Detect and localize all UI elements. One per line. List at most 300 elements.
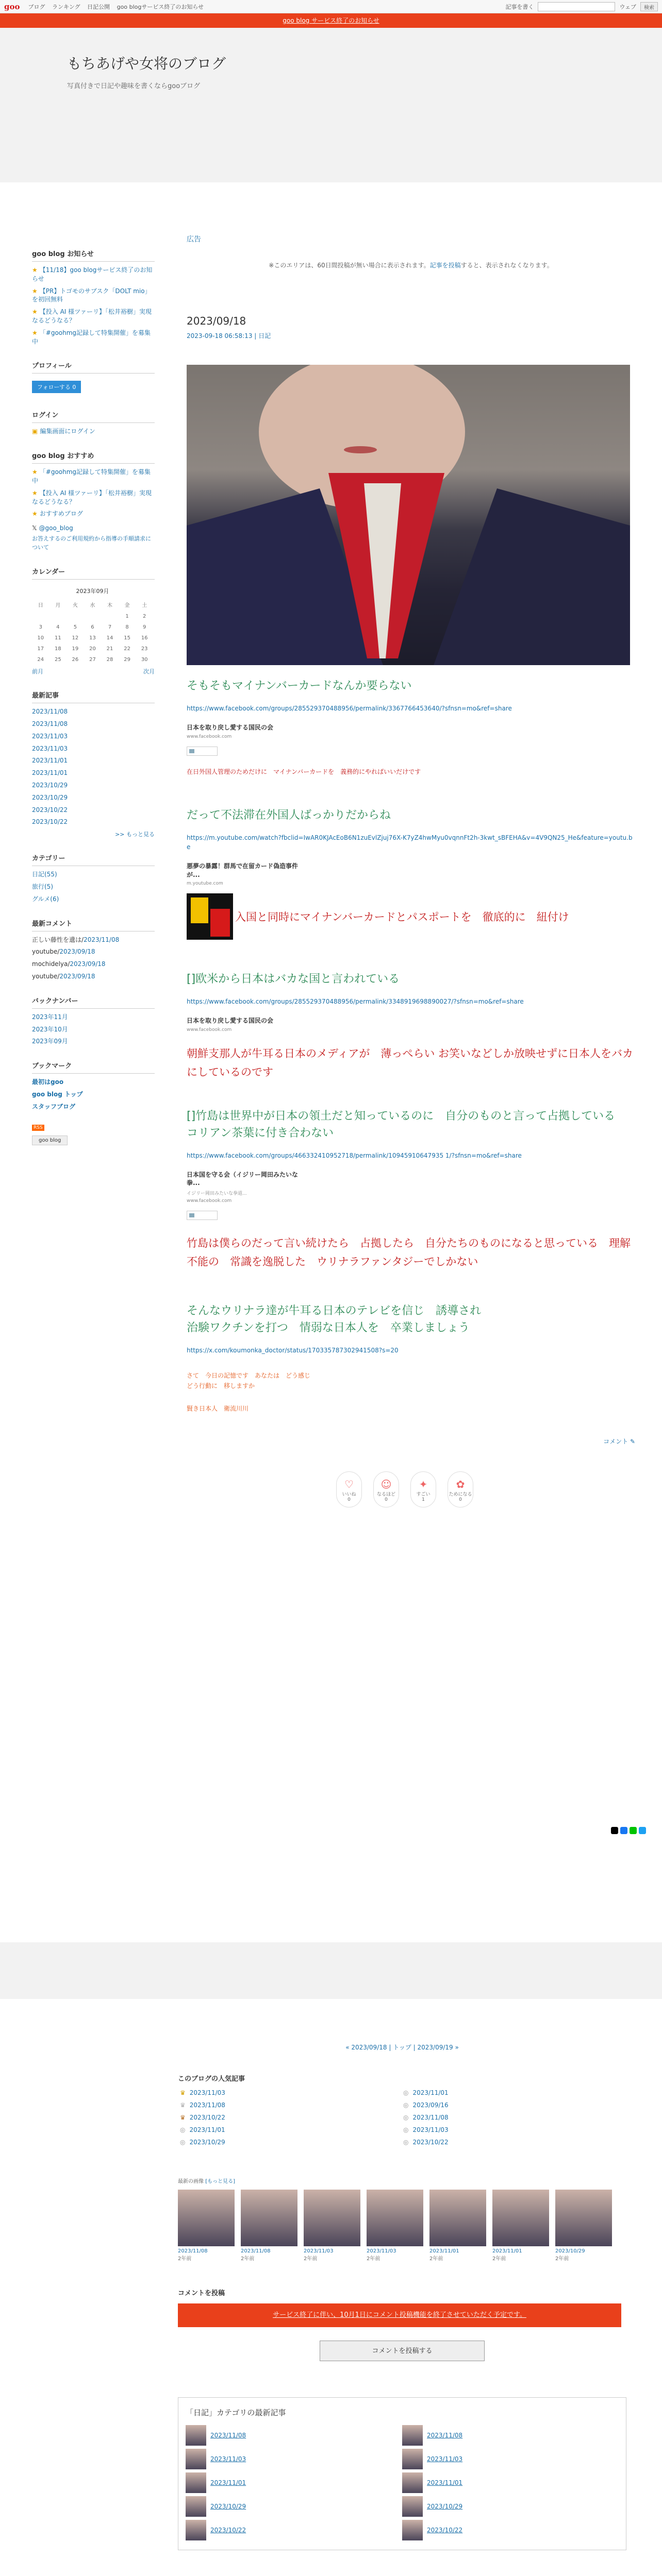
reaction-count: 1: [422, 1497, 425, 1502]
login-link[interactable]: 編集画面にログイン: [40, 428, 95, 435]
recent-link[interactable]: 2023/11/03: [32, 744, 68, 752]
flower-icon: ✿: [456, 1478, 465, 1490]
photos-more-link[interactable]: [もっと見る]: [205, 2179, 235, 2184]
comment-form-heading: コメントを投稿: [178, 2290, 225, 2297]
star-icon: ★: [32, 308, 38, 316]
medal-icon: ◎: [180, 2139, 186, 2146]
x-link[interactable]: https://x.com/koumonka_doctor/status/170335787302941508?s=20: [187, 1346, 399, 1354]
card-title: 日本国を守る会（イジリー岡田みたいな拳...: [187, 1171, 299, 1187]
search-input[interactable]: [538, 2, 615, 11]
post-comment-button[interactable]: コメントを投稿する: [320, 2341, 485, 2361]
red-text: 在日外国人管理のためだけに マイナンバーカードを 義務的にやればいいだけです: [187, 768, 421, 775]
category-latest-heading: 「日記」カテゴリの最新記事: [186, 2408, 286, 2417]
link-card[interactable]: [187, 723, 310, 739]
cal-head: 木: [107, 603, 113, 609]
cal-day: 6: [91, 624, 94, 631]
photo-image: [304, 2190, 360, 2246]
category-item-link[interactable]: 2023/11/08: [427, 2432, 463, 2439]
popular-list: [178, 2089, 626, 2146]
image-placeholder-icon[interactable]: [187, 747, 218, 756]
news-list: [32, 266, 155, 346]
top-right: [505, 2, 658, 11]
cal-day: 5: [73, 624, 77, 631]
category-item[interactable]: [186, 2520, 402, 2540]
orange-line: どう行動に 移しますか: [187, 1382, 255, 1389]
category-thumb: [186, 2496, 206, 2517]
goo-blog-account[interactable]: @goo_blog: [39, 524, 73, 532]
ad-label: 広告: [187, 235, 201, 244]
star-icon: ★: [32, 266, 38, 274]
backnumber-heading: バックナンバー: [32, 995, 155, 1009]
profile-heading: プロフィール: [32, 360, 155, 374]
medal-icon: ◎: [403, 2126, 409, 2133]
cal-day: 27: [89, 657, 96, 663]
star-icon: ★: [32, 468, 38, 476]
category-thumb: [402, 2520, 423, 2540]
recommend-heading: goo blog おすすめ: [32, 450, 155, 464]
category-link[interactable]: 旅行(5): [32, 883, 53, 890]
category-thumb: [402, 2449, 423, 2469]
photo-age: 2年前: [367, 2256, 380, 2262]
card-source: www.facebook.com: [187, 1027, 232, 1033]
ad-note-text: すると、表示されなくなります。: [460, 262, 553, 269]
service-notice-bar: [0, 13, 662, 28]
comment-closed-notice[interactable]: サービス終了に伴い、10月1日にコメント投稿機能を終了させていただく予定です。: [178, 2303, 621, 2327]
cal-day: 10: [37, 635, 44, 641]
category-item-link[interactable]: 2023/11/01: [427, 2479, 463, 2486]
reaction-label: いいね: [342, 1492, 356, 1497]
comment-author: mochidelya: [32, 960, 68, 968]
popular-item: ♛ 2023/10/22: [180, 2114, 225, 2121]
photo-strip: [178, 2190, 626, 2262]
bookmark-link[interactable]: goo blog トップ: [32, 1090, 83, 1098]
popular-item: ◎ 2023/11/01: [180, 2126, 225, 2133]
medal-icon: ◎: [180, 2126, 186, 2133]
reaction-button[interactable]: [373, 1471, 399, 1507]
category-item-link[interactable]: 2023/11/03: [210, 2455, 246, 2463]
sparkle-icon: ✦: [419, 1478, 428, 1490]
comment-date-link[interactable]: 2023/09/18: [59, 948, 95, 956]
cal-head: 火: [72, 603, 78, 609]
post-article-link[interactable]: 記事を投稿: [429, 262, 461, 269]
comment-link[interactable]: [187, 1437, 635, 1446]
cal-day: 2: [143, 614, 146, 620]
top-link[interactable]: 日記公開: [87, 3, 110, 10]
category-thumb: [186, 2472, 206, 2493]
reaction-label: ためになる: [449, 1492, 472, 1497]
recent-heading: 最新記事: [32, 690, 155, 703]
ad-note-text: ※このエリアは、60日間投稿が無い場合に表示されます。: [269, 262, 430, 269]
bookmark-link[interactable]: スタッフブログ: [32, 1103, 76, 1110]
cal-day: 21: [106, 646, 113, 652]
comment-date-link[interactable]: 2023/11/08: [84, 936, 120, 943]
category-heading: カテゴリー: [32, 853, 155, 866]
popular-heading: このブログの人気記事: [178, 2075, 245, 2083]
post-date: 2023/09/18: [187, 315, 246, 327]
reaction-count: 0: [385, 1497, 388, 1502]
cal-day: 17: [37, 646, 44, 652]
cal-day: 29: [124, 657, 130, 663]
category-thumb: [402, 2472, 423, 2493]
category-item[interactable]: [186, 2449, 402, 2469]
search-scope[interactable]: ウェブ: [619, 3, 636, 10]
reaction-button[interactable]: [410, 1471, 436, 1507]
photos-title: 最新の画像: [178, 2179, 204, 2184]
reaction-label: なるほど: [376, 1492, 395, 1497]
main-column: [187, 182, 635, 1507]
cal-day: 1: [125, 614, 129, 620]
recommend-link[interactable]: おすすめブログ: [39, 510, 83, 518]
star-icon: ★: [32, 329, 38, 336]
follow-label: フォローする: [37, 384, 71, 391]
crown-icon: ♛: [180, 2114, 186, 2121]
medal-icon: ◎: [403, 2089, 409, 2096]
search-button[interactable]: 検索: [640, 2, 658, 11]
category-item[interactable]: [402, 2472, 619, 2493]
category-item[interactable]: [402, 2496, 619, 2517]
recent-link[interactable]: 2023/11/08: [32, 720, 68, 727]
comment-author: 正しい藤性を遺は: [32, 936, 82, 943]
category-latest-grid: [186, 2425, 619, 2540]
image-placeholder-icon[interactable]: [187, 1211, 218, 1220]
link-card[interactable]: [187, 1016, 310, 1032]
comment-item: mochidelya/2023/09/18: [32, 960, 106, 968]
cal-day[interactable]: 18: [54, 646, 61, 652]
popular-item: ◎ 2023/11/08: [403, 2114, 449, 2121]
cal-day: 9: [143, 624, 146, 631]
comment-date-link[interactable]: 2023/09/18: [59, 972, 95, 980]
category-item-link[interactable]: 2023/10/29: [210, 2503, 246, 2510]
post-meta[interactable]: 2023-09-18 06:58:13 | 日記: [187, 332, 271, 340]
heart-icon: ♡: [344, 1478, 354, 1490]
category-item[interactable]: [186, 2496, 402, 2517]
edit-icon: ▣: [32, 428, 38, 435]
cal-day: [32, 611, 49, 622]
crown-icon: ♛: [180, 2089, 186, 2096]
category-link[interactable]: グルメ(6): [32, 895, 59, 903]
top-navbar: [0, 0, 662, 13]
comment-item: 正しい藤性を遺は/2023/11/08: [32, 936, 120, 943]
photo-date: 2023/10/29: [555, 2248, 585, 2254]
popular-item: ◎ 2023/10/22: [403, 2139, 449, 2146]
photo-date: 2023/11/03: [304, 2248, 334, 2254]
medal-icon: ◎: [403, 2114, 409, 2121]
news-item[interactable]: [32, 287, 155, 304]
cal-day: 4: [56, 624, 60, 631]
smile-icon: ☺: [380, 1478, 392, 1490]
comment-author: youtube: [32, 972, 58, 980]
category-item[interactable]: [186, 2425, 402, 2446]
recommend-link[interactable]: 【投入 AI 様ツァーリ】「松井裕樹」実現なるどうなる？: [32, 489, 152, 505]
cal-day: [84, 611, 102, 622]
top-link[interactable]: goo blogサービス終了のお知らせ: [117, 3, 204, 10]
goo-blog-badge[interactable]: goo blog: [32, 1136, 68, 1145]
photo-thumb[interactable]: [492, 2190, 549, 2262]
ad-note: [187, 261, 635, 269]
facebook-link[interactable]: https://www.facebook.com/groups/285529370488956/permalink/3367766453640/?sfnsn=mo&ref=share: [187, 705, 512, 712]
popular-item: ◎ 2023/10/29: [180, 2139, 225, 2146]
calendar-caption: 2023年09月: [76, 588, 109, 595]
card-source: www.facebook.com: [187, 734, 232, 739]
category-item-link[interactable]: 2023/10/29: [427, 2503, 463, 2510]
section-heading: []欧米から日本はバカな国と言われている: [187, 973, 400, 986]
photo-age: 2年前: [429, 2256, 443, 2262]
comment-author: youtube: [32, 948, 58, 956]
cal-day: 19: [72, 646, 79, 652]
follow-button[interactable]: [32, 381, 81, 393]
news-item[interactable]: [32, 308, 155, 325]
content-wrap: [0, 182, 662, 1507]
post-footer: [178, 2043, 626, 2576]
cal-day: 25: [54, 657, 61, 663]
divider-band: [0, 1942, 662, 1999]
news-heading: goo blog お知らせ: [32, 248, 155, 262]
bookmark-heading: ブックマーク: [32, 1060, 155, 1074]
category-link[interactable]: 日記(55): [32, 871, 57, 878]
section-heading: そんなウリナラ達が牛耳る日本のテレビを信じ 誘導され 治験ワクチンを打つ 情弱な日本人を 卒業しましょう: [187, 1304, 482, 1334]
video-thumbnail-row[interactable]: [187, 893, 635, 940]
calendar: [32, 584, 153, 665]
card-source: www.facebook.com: [187, 1198, 232, 1204]
recent-link[interactable]: 2023/11/01: [32, 769, 68, 777]
reaction-buttons: [336, 1471, 635, 1507]
recent-link[interactable]: 2023/10/29: [32, 781, 68, 789]
cal-day: 26: [72, 657, 79, 663]
cal-day: 20: [89, 646, 96, 652]
photo-age: 2年前: [304, 2256, 318, 2262]
category-item[interactable]: [402, 2520, 619, 2540]
news-link[interactable]: 【PR】トゴモのサブスク「DOLT mio」を初回無料: [32, 287, 151, 303]
top-link[interactable]: ランキング: [52, 3, 80, 10]
cal-day: 8: [125, 624, 129, 631]
popular-item: ♛ 2023/11/08: [180, 2102, 225, 2109]
cal-head: 日: [38, 603, 43, 609]
cal-day: 16: [141, 635, 148, 641]
card-title: 悪夢の暴露！群馬で在留カード偽造事件が...: [187, 862, 299, 878]
top-links: [28, 3, 209, 11]
photo-age: 2年前: [555, 2256, 569, 2262]
news-item[interactable]: [32, 266, 155, 283]
photo-age: 2年前: [241, 2256, 255, 2262]
cal-day: 15: [124, 635, 130, 641]
reaction-label: すごい: [416, 1492, 431, 1497]
photo-date: 2023/11/03: [367, 2248, 396, 2254]
backnumber-link[interactable]: 2023年11月: [32, 1013, 68, 1021]
category-thumb: [186, 2425, 206, 2446]
medal-icon: ◎: [403, 2139, 409, 2146]
medal-icon: ◎: [403, 2102, 409, 2109]
section-heading: []竹島は世界中が日本の領土だと知っているのに 自分のものと言って占拠している コリアン茶葉に付き合わない: [187, 1109, 616, 1140]
red-large-text: 竹島は僕らのだって言い続けたら 占拠したら 自分たちのものになると思っている 理解不能の 常識を逸脱した ウリナラファンタジーでしかない: [187, 1237, 631, 1268]
hatena-share-icon[interactable]: [639, 1827, 646, 1834]
video-thumbnail[interactable]: [187, 893, 233, 940]
section-heading: そもそもマイナンバーカードなんか要らない: [187, 680, 412, 692]
pencil-icon: ✎: [630, 1437, 635, 1445]
link-card[interactable]: [187, 1171, 310, 1204]
rss-icon[interactable]: RSS: [32, 1125, 44, 1131]
sidebar: [32, 182, 155, 1507]
recent-more-link[interactable]: >> もっと見る: [115, 831, 155, 838]
cal-day: 11: [54, 635, 61, 641]
card-title: 日本を取り戻し愛する国民の会: [187, 1017, 274, 1025]
backnumber-link[interactable]: 2023年09月: [32, 1038, 68, 1045]
facebook-link[interactable]: https://www.facebook.com/groups/466332410952718/permalink/10945910647935 1/?sfnsn=mo&ref=share: [187, 1151, 522, 1159]
post-photo[interactable]: [187, 365, 630, 665]
cal-day: 30: [141, 657, 148, 663]
cal-next-link[interactable]: 次月: [143, 668, 155, 675]
blog-header: [0, 28, 662, 182]
cal-head: 水: [90, 603, 95, 609]
cal-head: 土: [142, 603, 147, 609]
recommend-note[interactable]: お答えするのご利用規約から指導の手順請求について: [32, 535, 151, 551]
photo-thumb[interactable]: [555, 2190, 612, 2262]
facebook-share-icon[interactable]: [620, 1827, 627, 1834]
login-heading: ログイン: [32, 410, 155, 423]
category-item-link[interactable]: 2023/10/22: [210, 2527, 246, 2534]
card-subtitle: イジリー岡田みたいな拳道...: [187, 1191, 247, 1197]
cal-day: 24: [37, 657, 44, 663]
red-large-text: 入国と同時にマイナンバーカードとパスポートを 徹底的に 紐付け: [235, 911, 569, 924]
x-icon: 𝕏: [32, 524, 37, 532]
cal-day: 7: [108, 624, 112, 631]
photo-thumb[interactable]: [304, 2190, 360, 2262]
comment-date-link[interactable]: 2023/09/18: [70, 960, 106, 968]
cal-day: [49, 611, 67, 622]
recommend-link[interactable]: 「#goohmg記録して特集開催」を募集中: [32, 468, 151, 484]
link-card[interactable]: [187, 862, 310, 887]
post-pager[interactable]: « 2023/09/18 | トップ | 2023/09/19 »: [345, 2044, 459, 2051]
crown-icon: ♛: [180, 2102, 186, 2109]
photo-date: 2023/11/01: [429, 2248, 459, 2254]
comment-link-label: コメント: [603, 1437, 628, 1445]
category-item[interactable]: [402, 2449, 619, 2469]
cal-head: 金: [124, 603, 130, 609]
star-icon: ★: [32, 510, 38, 518]
popular-item: ♛ 2023/11/03: [180, 2089, 225, 2096]
popular-item: ◎ 2023/11/03: [403, 2126, 449, 2133]
cal-day: 28: [106, 657, 113, 663]
category-item[interactable]: [402, 2425, 619, 2446]
comments-heading: 最新コメント: [32, 918, 155, 931]
service-notice-link[interactable]: goo blog サービス終了のお知らせ: [283, 17, 379, 24]
recent-link[interactable]: 2023/10/22: [32, 806, 68, 814]
cal-day: [67, 611, 84, 622]
cal-day: 22: [124, 646, 130, 652]
category-thumb: [402, 2496, 423, 2517]
cal-head: 月: [55, 603, 61, 609]
orange-line: 賢き日本人 衛流川川: [187, 1405, 249, 1413]
photo-image: [178, 2190, 235, 2246]
card-title: 日本を取り戻し愛する国民の会: [187, 724, 274, 731]
cal-day: 13: [89, 635, 96, 641]
card-source: m.youtube.com: [187, 881, 223, 887]
cal-day: [101, 611, 119, 622]
blog-title[interactable]: もちあげや女将のブログ: [67, 55, 226, 72]
news-item[interactable]: [32, 329, 155, 346]
star-icon: ★: [32, 489, 38, 497]
reaction-count: 0: [459, 1497, 462, 1502]
photo-image: [429, 2190, 486, 2246]
photo-age: 2年前: [492, 2256, 506, 2262]
popular-item: ◎ 2023/09/16: [403, 2102, 449, 2109]
orange-text: [187, 1370, 635, 1414]
recent-link[interactable]: 2023/10/29: [32, 793, 68, 801]
x-share-icon[interactable]: [611, 1827, 618, 1834]
photo-date: 2023/11/01: [492, 2248, 522, 2254]
goo-logo[interactable]: goo: [4, 2, 20, 11]
photo-thumb[interactable]: [241, 2190, 297, 2262]
calendar-heading: カレンダー: [32, 566, 155, 580]
popular-item: ◎ 2023/11/01: [403, 2089, 449, 2096]
reaction-count: 0: [347, 1497, 351, 1502]
category-latest-box: [178, 2397, 626, 2550]
photo-thumb[interactable]: [429, 2190, 486, 2262]
follow-count: 0: [72, 384, 76, 391]
cal-day: 12: [72, 635, 79, 641]
reaction-button[interactable]: [448, 1471, 473, 1507]
write-post-link[interactable]: 記事を書く: [505, 3, 534, 10]
youtube-link[interactable]: https://m.youtube.com/watch?fbclid=IwAR0KJAcEoB6N1zuEvlZjuj76X-K7yZ4hwMyu0vqnnFt2h-3kwt_sBFEHA&v=4V9QN25_He&feature=youtu.be: [187, 834, 633, 851]
bookmark-link[interactable]: 最初はgoo: [32, 1078, 64, 1086]
blog-description: 写真付きで日記や趣味を書くならgooブログ: [67, 82, 201, 90]
line-share-icon[interactable]: [630, 1827, 637, 1834]
news-link[interactable]: 【11/18】goo blogサービス終了のお知らせ: [32, 266, 153, 282]
orange-line: さて 今日の記憶です あなたは どう感じ: [187, 1371, 311, 1379]
photo-image: [241, 2190, 297, 2246]
photo-image: [492, 2190, 549, 2246]
section-heading: だって不法滞在外国人ばっかりだからね: [187, 808, 391, 822]
top-link[interactable]: ブログ: [28, 3, 45, 10]
news-link[interactable]: 【投入 AI 様ツァーリ】「松井裕樹」実現なるどうなる？: [32, 308, 152, 324]
cal-prev-link[interactable]: 前月: [32, 668, 43, 675]
recent-link[interactable]: 2023/11/01: [32, 757, 68, 765]
category-item-link[interactable]: 2023/11/08: [210, 2432, 246, 2439]
comment-item: youtube/2023/09/18: [32, 972, 95, 980]
recent-link[interactable]: 2023/11/03: [32, 732, 68, 740]
recent-link[interactable]: 2023/10/22: [32, 818, 68, 826]
photo-thumb[interactable]: [178, 2190, 235, 2262]
cal-day: 23: [141, 646, 148, 652]
photo-image: [367, 2190, 423, 2246]
star-icon: ★: [32, 287, 38, 295]
photos-heading: [178, 2177, 626, 2184]
cal-day: 14: [106, 635, 113, 641]
photo-date: 2023/11/08: [241, 2248, 271, 2254]
category-item-link[interactable]: 2023/11/03: [427, 2455, 463, 2463]
photo-date: 2023/11/08: [178, 2248, 208, 2254]
comment-item: youtube/2023/09/18: [32, 948, 95, 956]
reaction-button[interactable]: [336, 1471, 362, 1507]
photo-lips: [344, 446, 377, 453]
category-thumb: [186, 2520, 206, 2540]
red-large-text: 朝鮮支那人が牛耳る日本のメディアが 薄っぺらい お笑いなどしか放映せずに日本人をバカにしているのです: [187, 1047, 633, 1078]
recent-list: [32, 707, 155, 826]
photo-age: 2年前: [178, 2256, 192, 2262]
category-item[interactable]: [186, 2472, 402, 2493]
category-item-link[interactable]: 2023/11/01: [210, 2479, 246, 2486]
backnumber-link[interactable]: 2023年10月: [32, 1025, 68, 1033]
share-buttons: [611, 1827, 646, 1834]
category-thumb: [402, 2425, 423, 2446]
news-link[interactable]: 「#goohmg記録して特集開催」を募集中: [32, 329, 151, 345]
photo-thumb[interactable]: [367, 2190, 423, 2262]
category-item-link[interactable]: 2023/10/22: [427, 2527, 463, 2534]
recent-link[interactable]: 2023/11/08: [32, 708, 68, 716]
facebook-link[interactable]: https://www.facebook.com/groups/285529370488956/permalink/3348919698890027/?sfnsn=mo&ref=share: [187, 998, 524, 1006]
photo-image: [555, 2190, 612, 2246]
category-thumb: [186, 2449, 206, 2469]
cal-day: 3: [39, 624, 42, 631]
